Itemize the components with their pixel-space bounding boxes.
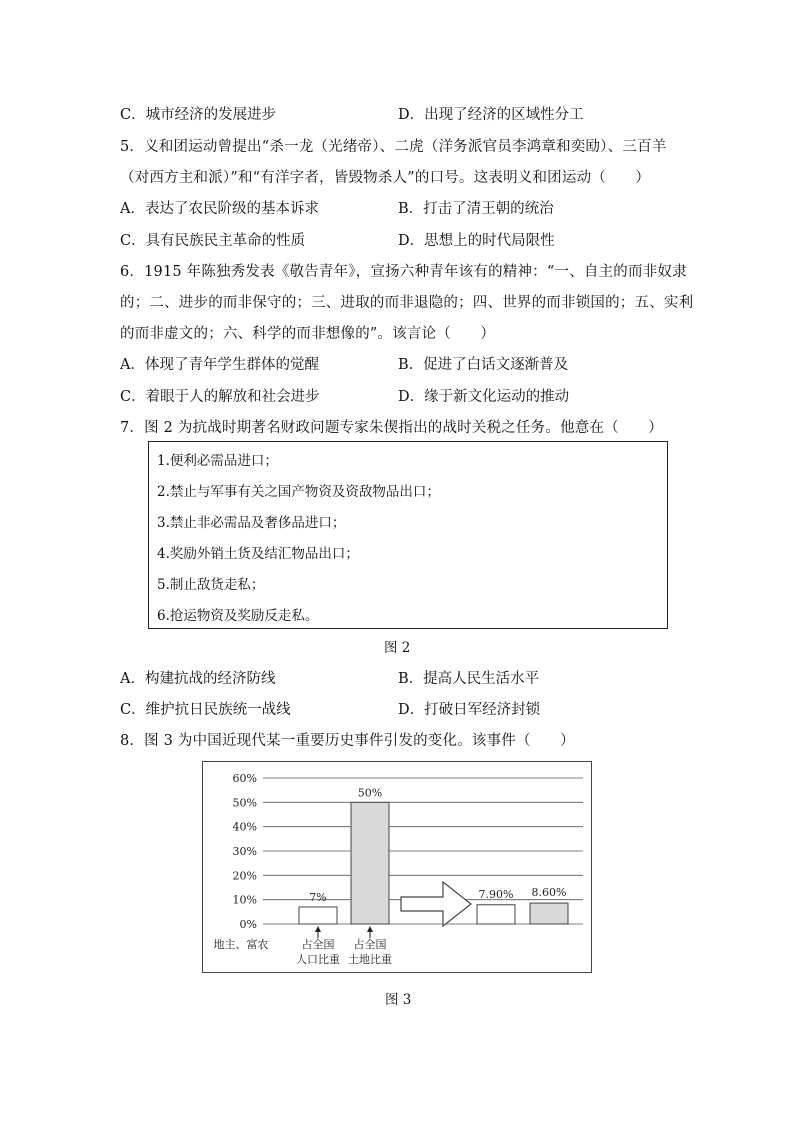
y-tick-label: 50%	[232, 796, 257, 810]
box-item-6: 6.抢运物资及奖励反走私。	[157, 608, 319, 624]
q5-option-b: B．打击了清王朝的统治	[398, 201, 554, 217]
q6-option-a: A．体现了青年学生群体的觉醒	[120, 357, 319, 373]
q5-option-c: C．具有民族民主革命的性质	[120, 233, 306, 249]
y-tick-label: 20%	[232, 869, 257, 883]
box-item-4: 4.奖励外销土货及结汇物品出口；	[157, 546, 359, 562]
bar-before-2	[351, 802, 389, 924]
figure-3-caption: 图 3	[385, 992, 412, 1008]
y-tick-label: 10%	[232, 893, 257, 907]
figure-2-caption: 图 2	[384, 640, 411, 656]
q8-stem: 8．图 3 为中国近现代某一重要历史事件引发的变化。该事件（ ）	[120, 733, 575, 749]
bar-after-2	[530, 903, 568, 924]
annotation-land-arrow-head	[367, 926, 373, 932]
q7-option-d: D．打破日军经济封锁	[398, 702, 541, 718]
bar-before-1	[299, 907, 337, 924]
y-tick-label: 0%	[239, 918, 257, 931]
q6-stem-line3: 的而非虚文的；六、科学的而非想像的”。该言论（ ）	[120, 326, 496, 342]
chart-svg	[203, 762, 591, 972]
box-item-5: 5.制止敌货走私；	[157, 577, 265, 593]
q6-option-d: D．缘于新文化运动的推动	[398, 389, 570, 405]
q4-option-d: D．出现了经济的区域性分工	[398, 107, 584, 123]
q7-option-c: C．维护抗日民族统一战线	[120, 702, 291, 718]
box-item-1: 1.便利必需品进口；	[157, 453, 278, 469]
data-label-before-1: 7%	[309, 890, 327, 904]
q7-option-a: A．构建抗战的经济防线	[120, 671, 276, 687]
y-tick-label: 60%	[232, 772, 257, 785]
y-tick-label: 30%	[232, 845, 257, 858]
annotation-land-line-2: 土地比重	[348, 953, 392, 966]
y-tick-label: 40%	[232, 820, 257, 834]
q5-option-a: A．表达了农民阶级的基本诉求	[120, 201, 319, 217]
annotation-population-line-1: 占全国	[301, 938, 335, 951]
q6-stem-line1: 6．1915 年陈独秀发表《敬告青年》，宣扬六种青年该有的精神：“一、自主的而非奴隶	[120, 264, 687, 280]
q6-option-c: C．着眼于人的解放和社会进步	[120, 389, 320, 405]
hollow-right-arrow	[401, 882, 471, 926]
q7-option-b: B．提高人民生活水平	[398, 671, 540, 687]
q7-stem: 7．图 2 为抗战时期著名财政问题专家朱偰指出的战时关税之任务。他意在（ ）	[120, 420, 663, 436]
annotation-population-line-2: 人口比重	[296, 953, 340, 966]
data-label-before-2: 50%	[357, 786, 383, 800]
box-item-2: 2.禁止与军事有关之国产物资及资敌物品出口；	[157, 484, 440, 500]
q5-stem-line2: （对西方主和派）”和“有洋字者，皆毁物杀人”的口号。这表明义和团运动（ ）	[120, 170, 651, 186]
bar-after-1	[477, 905, 515, 924]
tariff-tasks-box	[148, 441, 668, 629]
q5-option-d: D．思想上的时代局限性	[398, 233, 555, 249]
q6-stem-line2: 的；二、进步的而非保守的；三、进取的而非退隐的；四、世界的而非锁国的；五、实利	[120, 295, 694, 311]
q4-option-c: C．城市经济的发展进步	[120, 107, 277, 123]
data-label-after-1: 7.90%	[478, 887, 514, 901]
box-item-3: 3.禁止非必需品及奢侈品进口；	[157, 515, 346, 531]
q6-option-b: B．促进了白话文逐渐普及	[398, 357, 569, 373]
annotation-land-line-1: 占全国	[353, 938, 387, 951]
q5-stem-line1: 5．义和团运动曾提出“杀一龙（光绪帝）、二虎（洋务派官员李鸿章和奕劻）、三百羊	[120, 139, 667, 155]
group-label: 地主、富农	[213, 938, 269, 951]
annotation-population-arrow-head	[315, 926, 321, 932]
land-distribution-chart	[202, 761, 592, 973]
data-label-after-2: 8.60%	[531, 886, 567, 900]
